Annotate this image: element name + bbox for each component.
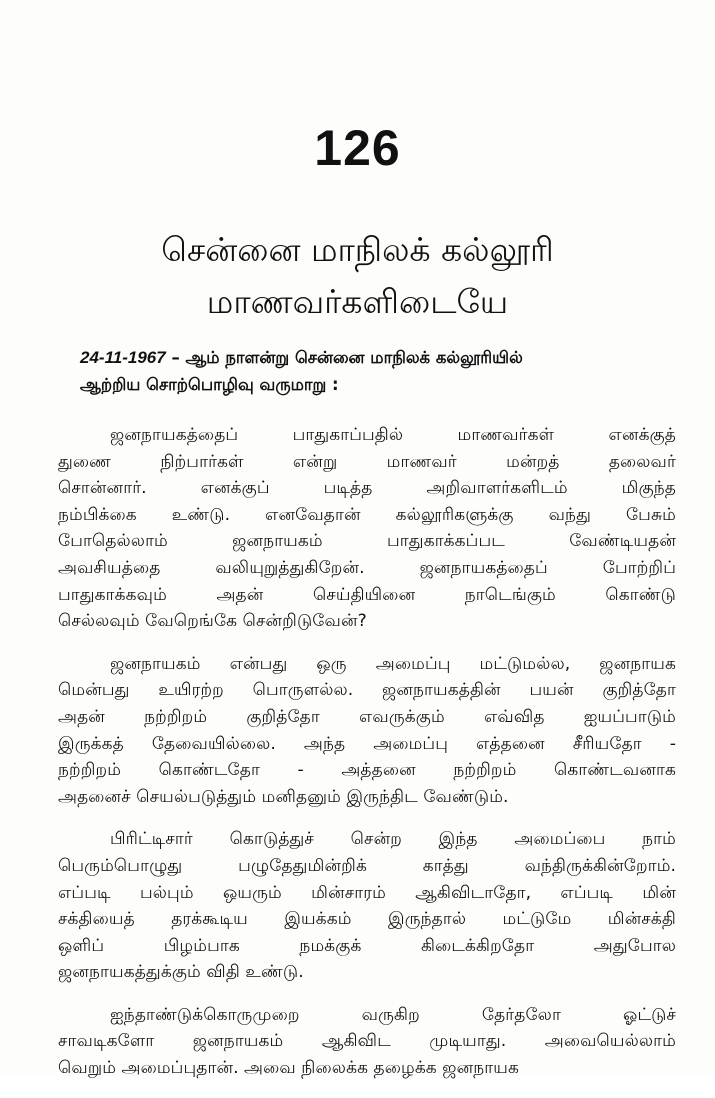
intro-line-2: ஆற்றிய சொற்பொழிவு வருமாறு : <box>80 375 339 394</box>
paragraph-line: ஜனநாயகத்தைப் பாதுகாப்பதில் மாணவர்கள் எனக்குத் <box>110 425 676 445</box>
intro-line-1-text: – ஆம் நாளன்று சென்னை மாநிலக் கல்லூரியில் <box>165 348 523 367</box>
paragraph-line: ஐந்தாண்டுக்கொருமுறை வருகிற தேர்தலோ ஓட்டுச் <box>110 1004 676 1025</box>
paragraph-line: சக்தியைத் தரக்கூடிய இயக்கம் இருந்தால் மட்டுமே மின்சக்தி <box>58 909 676 930</box>
paragraph-line: பாதுகாக்கவும் அதன் செய்தியினை நாடெங்கும் கொண்டு <box>58 584 676 605</box>
paragraph-line: நம்பிக்கை உண்டு. எனவேதான் கல்லூரிகளுக்கு வந்து பேசும் <box>58 504 676 525</box>
paragraph-line: சாவடிகளோ ஜனநாயகம் ஆகிவிட முடியாது. அவையெல்லாம் <box>58 1031 676 1052</box>
paragraph-line: இருக்கத் தேவையில்லை. அந்த அமைப்பு எத்தனை சீரியதோ - <box>58 733 676 754</box>
chapter-title <box>0 224 715 328</box>
paragraph-line: நற்றிறம் கொண்டதோ - அத்தனை நற்றிறம் கொண்டவனாக <box>58 760 676 781</box>
body-text <box>58 422 676 1098</box>
paragraph <box>58 651 676 811</box>
paragraph-line: மென்பது உயிரற்ற பொருளல்ல. ஜனநாயகத்தின் பயன் குறித்தோ <box>58 680 676 701</box>
paragraph-line: அதன் நற்றிறம் குறித்தோ எவருக்கும் எவ்வித ஐயப்பாடும் <box>58 706 676 727</box>
chapter-title-line-1: சென்னை மாநிலக் கல்லூரி <box>161 230 554 269</box>
paragraph-line: பெரும்பொழுது பழுதேதுமின்றிக் காத்து வந்திருக்கின்றோம். <box>58 855 676 876</box>
chapter-title-line-2: மாணவர்களிடையே <box>206 282 509 321</box>
paragraph-line: சொன்னார். எனக்குப் படித்த அறிவாளர்களிடம் மிகுந்த <box>58 478 676 499</box>
intro-line-1 <box>80 344 680 371</box>
paragraph <box>58 422 676 635</box>
chapter-number: 126 <box>314 120 401 176</box>
paragraph-line: ஜனநாயகம் என்பது ஒரு அமைப்பு மட்டுமல்ல, ஜனநாயக <box>110 653 676 674</box>
paragraph-line: போதெல்லாம் ஜனநாயகம் பாதுகாக்கப்பட வேண்டியதன் <box>58 531 676 552</box>
speech-intro <box>80 344 680 398</box>
paragraph-line: பிரிட்டிசார் கொடுத்துச் சென்ற இந்த அமைப்பை நாம் <box>110 829 676 850</box>
paragraph-line: அதனைச் செயல்படுத்தும் மனிதனும் இருந்திட வேண்டும். <box>58 786 509 807</box>
speech-date: 24-11-1967 <box>80 348 166 367</box>
paragraph-line: ஒளிப் பிழம்பாக நமக்குக் கிடைக்கிறதோ அதுபோல <box>58 935 676 956</box>
paragraph <box>58 1002 676 1082</box>
paragraph-line: வெறும் அமைப்புதான். அவை நிலைக்க தழைக்க ஜனநாயக <box>58 1058 520 1079</box>
paragraph-line: எப்படி பல்பும் ஒயரும் மின்சாரம் ஆகிவிடாதோ, எப்படி மின் <box>58 882 676 903</box>
paragraph <box>58 826 676 986</box>
paragraph-line: செல்லவும் வேறெங்கே சென்றிடுவேன்? <box>58 611 367 632</box>
paragraph-line: அவசியத்தை வலியுறுத்துகிறேன். ஜனநாயகத்தைப் போற்றிப் <box>58 557 676 578</box>
paragraph-line: துணை நிற்பார்கள் என்று மாணவர் மன்றத் தலைவர் <box>58 451 676 472</box>
paragraph-line: ஜனநாயகத்துக்கும் விதி உண்டு. <box>58 962 304 983</box>
